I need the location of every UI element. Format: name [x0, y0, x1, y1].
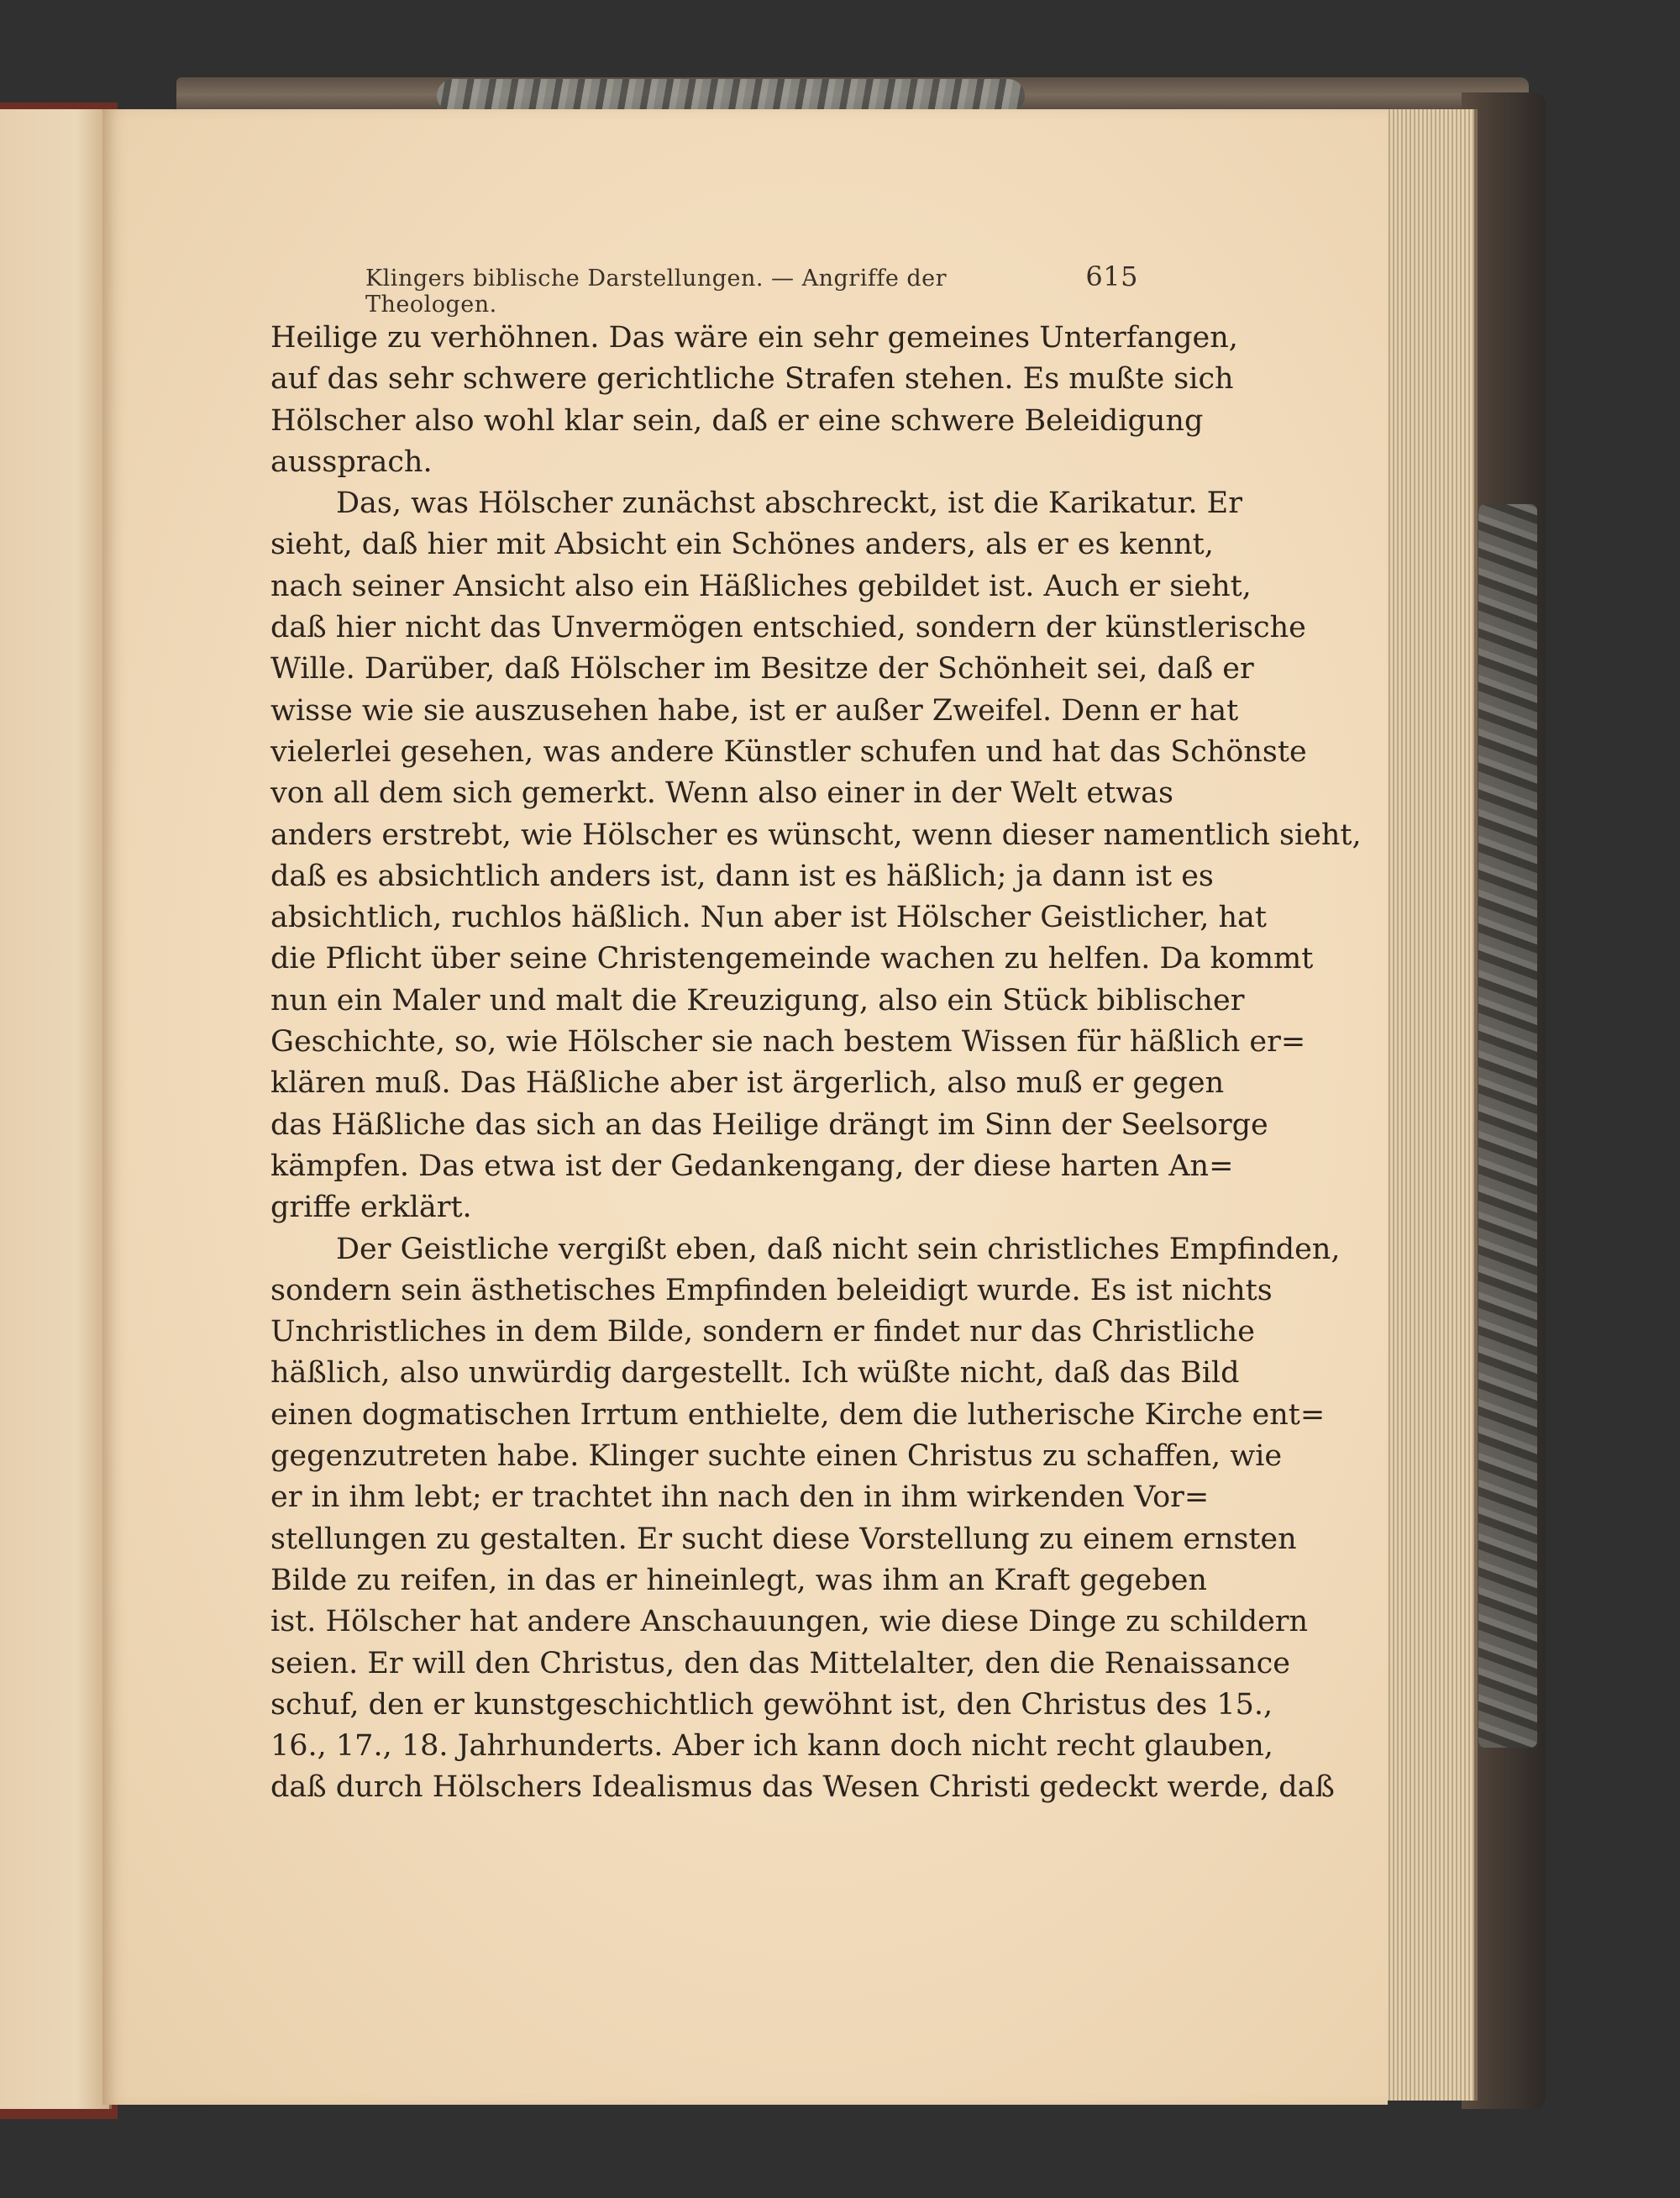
text-line: gegenzutreten habe. Klinger suchte einen Christus zu schaffen, wie [270, 1439, 1283, 1474]
running-head [365, 260, 1138, 318]
page-edges [1382, 109, 1478, 2101]
text-line: daß hier nicht das Unvermögen entschied, sondern der künstlerische [270, 611, 1306, 645]
text-line: daß durch Hölschers Idealismus das Wesen Christi gedeckt werde, daß [270, 1770, 1335, 1805]
text-line: das Häßliche das sich an das Heilige drängt im Sinn der Seelsorge [270, 1107, 1268, 1142]
text-line: Hölscher also wohl klar sein, daß er eine schwere Beleidigung [270, 403, 1204, 438]
facing-page-left [0, 109, 112, 2109]
text-line: Bilde zu reifen, in das er hineinlegt, was ihm an Kraft gegeben [270, 1563, 1207, 1597]
text-line: er in ihm lebt; er trachtet ihn nach den in ihm wirkenden Vor= [270, 1480, 1210, 1515]
marbled-edge [437, 79, 1025, 113]
text-line: Unchristliches in dem Bilde, sondern er findet nur das Christliche [270, 1315, 1255, 1349]
text-line: von all dem sich gemerkt. Wenn also einer in der Welt etwas [270, 776, 1173, 811]
text-line: vielerlei gesehen, was andere Künstler schufen und hat das Schönste [270, 734, 1307, 769]
text-line: Heilige zu verhöhnen. Das wäre ein sehr gemeines Unterfangen, [270, 321, 1238, 355]
text-line: einen dogmatischen Irrtum enthielte, dem die lutherische Kirche ent= [270, 1397, 1326, 1432]
text-line: Das, was Hölscher zunächst abschreckt, ist die Karikatur. Er [336, 486, 1242, 521]
text-line: wisse wie sie auszusehen habe, ist er außer Zweifel. Denn er hat [270, 693, 1239, 728]
text-line: stellungen zu gestalten. Er sucht diese Vorstellung zu einem ernsten [270, 1522, 1297, 1556]
text-line: sondern sein ästhetisches Empfinden beleidigt wurde. Es ist nichts [270, 1273, 1273, 1307]
running-head-title: Klingers biblische Darstellungen. — Angriffe der Theologen. [365, 266, 948, 318]
marbled-cover [1478, 504, 1537, 1748]
text-line: schuf, den er kunstgeschichtlich gewöhnt ist, den Christus des 15., [270, 1687, 1273, 1722]
text-line: seien. Er will den Christus, den das Mittelalter, den die Renaissance [270, 1646, 1290, 1680]
text-line: Der Geistliche vergißt eben, daß nicht sein christliches Empfinden, [336, 1232, 1341, 1266]
text-line: die Pflicht über seine Christengemeinde wachen zu helfen. Da kommt [270, 942, 1314, 976]
text-line: auf das sehr schwere gerichtliche Strafen stehen. Es mußte sich [270, 362, 1234, 397]
text-line: 16., 17., 18. Jahrhunderts. Aber ich kann doch nicht recht glauben, [270, 1729, 1273, 1764]
text-line: Geschichte, so, wie Hölscher sie nach bestem Wissen für häßlich er= [270, 1025, 1306, 1060]
text-line: nach seiner Ansicht also ein Häßliches gebildet ist. Auch er sieht, [270, 569, 1252, 603]
text-line: klären muß. Das Häßliche aber ist ärgerlich, also muß er gegen [270, 1066, 1225, 1101]
text-line: absichtlich, ruchlos häßlich. Nun aber ist Hölscher Geistlicher, hat [270, 901, 1267, 935]
text-line: sieht, daß hier mit Absicht ein Schönes anders, als er es kennt, [270, 528, 1214, 562]
text-line: ist. Hölscher hat andere Anschauungen, wie diese Dinge zu schildern [270, 1605, 1309, 1639]
text-line: griffe erklärt. [270, 1191, 472, 1225]
text-line: häßlich, also unwürdig dargestellt. Ich wüßte nicht, daß das Bild [270, 1356, 1240, 1391]
body-text [270, 318, 1362, 1809]
text-line: kämpfen. Das etwa ist der Gedankengang, der diese harten An= [270, 1149, 1234, 1183]
page-number: 615 [1085, 260, 1138, 292]
text-line: daß es absichtlich anders ist, dann ist es häßlich; ja dann ist es [270, 859, 1214, 893]
text-line: nun ein Maler und malt die Kreuzigung, also ein Stück biblischer [270, 983, 1245, 1017]
text-line: aussprach. [270, 444, 433, 479]
text-line: anders erstrebt, wie Hölscher es wünscht, wenn dieser namentlich sieht, [270, 818, 1362, 852]
text-line: Wille. Darüber, daß Hölscher im Besitze der Schönheit sei, daß er [270, 652, 1254, 686]
